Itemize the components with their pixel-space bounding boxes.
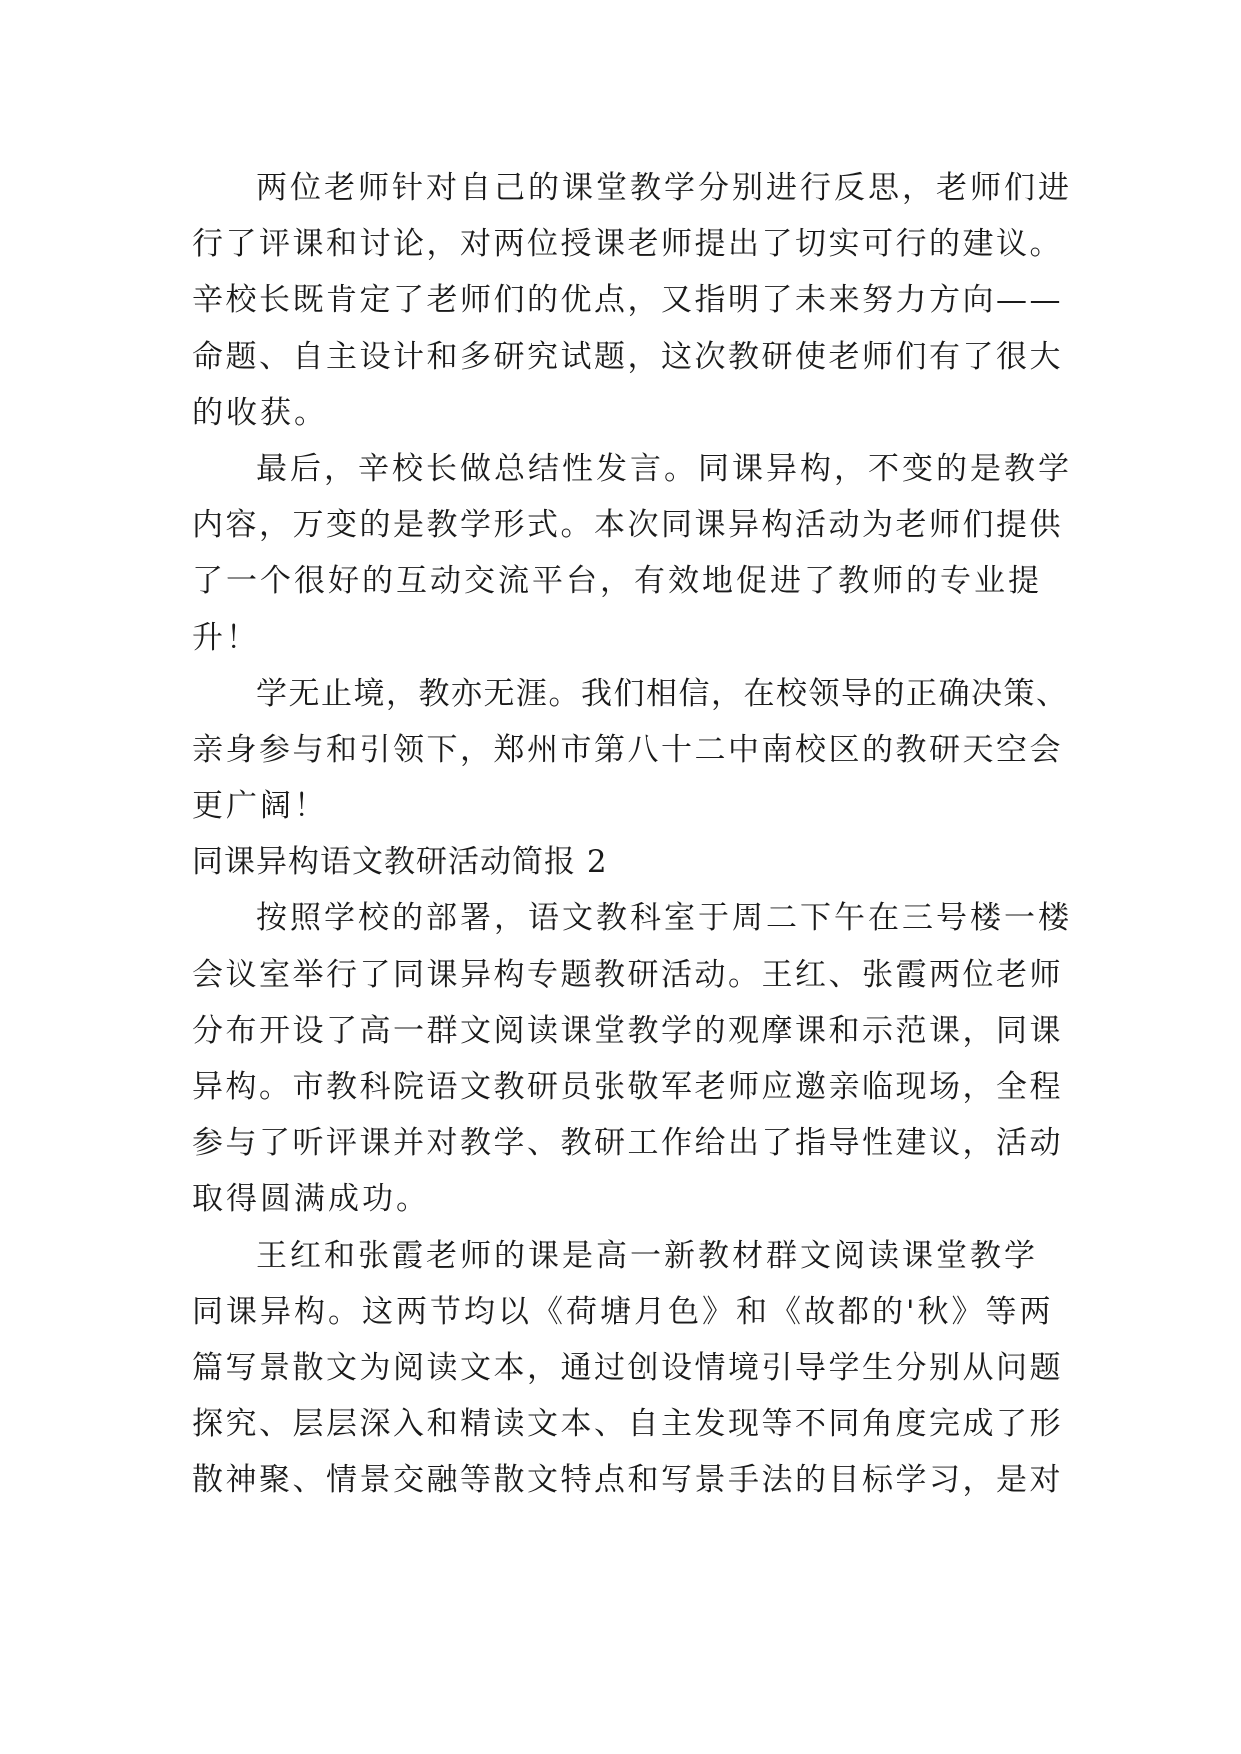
text-line: 内容，万变的是教学形式。本次同课异构活动为老师们提供 — [192, 507, 1063, 544]
text-line: 参与了听评课并对教学、教研工作给出了指导性建议，活动 — [192, 1125, 1063, 1162]
text-line: 同课异构。这两节均以《荷塘月色》和《故都的'秋》等两 — [192, 1293, 1054, 1330]
text-line: 命题、自主设计和多研究试题，这次教研使老师们有了很大 — [192, 338, 1063, 375]
text-line: 亲身参与和引领下，郑州市第八十二中南校区的教研天空会 — [192, 731, 1063, 768]
text-line: 两位老师针对自己的课堂教学分别进行反思，老师们进 — [256, 170, 1072, 206]
text-line: 会议室举行了同课异构专题教研活动。王红、张霞两位老师 — [192, 956, 1063, 993]
text-line: 异构。市教科院语文教研员张敬军老师应邀亲临现场，全程 — [192, 1069, 1063, 1105]
text-line: 篇写景散文为阅读文本，通过创设情境引导学生分别从问题 — [192, 1349, 1063, 1386]
text-line: 王红和张霞老师的课是高一新教材群文阅读课堂教学 — [256, 1237, 1038, 1274]
text-line: 最后，辛校长做总结性发言。同课异构，不变的是教学 — [256, 450, 1072, 487]
text-line: 更广阔！ — [192, 788, 328, 825]
text-line: 的收获。 — [192, 394, 328, 431]
text-line: 探究、层层深入和精读文本、自主发现等不同角度完成了形 — [192, 1406, 1063, 1443]
text-line: 辛校长既肯定了老师们的优点，又指明了未来努力方向—— — [192, 282, 1063, 319]
section-heading: 同课异构语文教研活动简报 2 — [192, 844, 608, 881]
text-line: 学无止境，教亦无涯。我们相信，在校领导的正确决策、 — [256, 675, 1069, 712]
text-line: 了一个很好的互动交流平台，有效地促进了教师的专业提 — [192, 563, 1042, 600]
text-line: 按照学校的部署，语文教科室于周二下午在三号楼一楼 — [256, 900, 1072, 937]
text-line: 分布开设了高一群文阅读课堂教学的观摩课和示范课，同课 — [192, 1012, 1063, 1049]
text-line: 行了评课和讨论，对两位授课老师提出了切实可行的建议。 — [192, 226, 1063, 263]
text-line: 升！ — [192, 619, 260, 656]
document-body — [192, 160, 1072, 1509]
text-line: 取得圆满成功。 — [192, 1181, 430, 1218]
text-line: 散神聚、情景交融等散文特点和写景手法的目标学习，是对 — [192, 1462, 1063, 1499]
